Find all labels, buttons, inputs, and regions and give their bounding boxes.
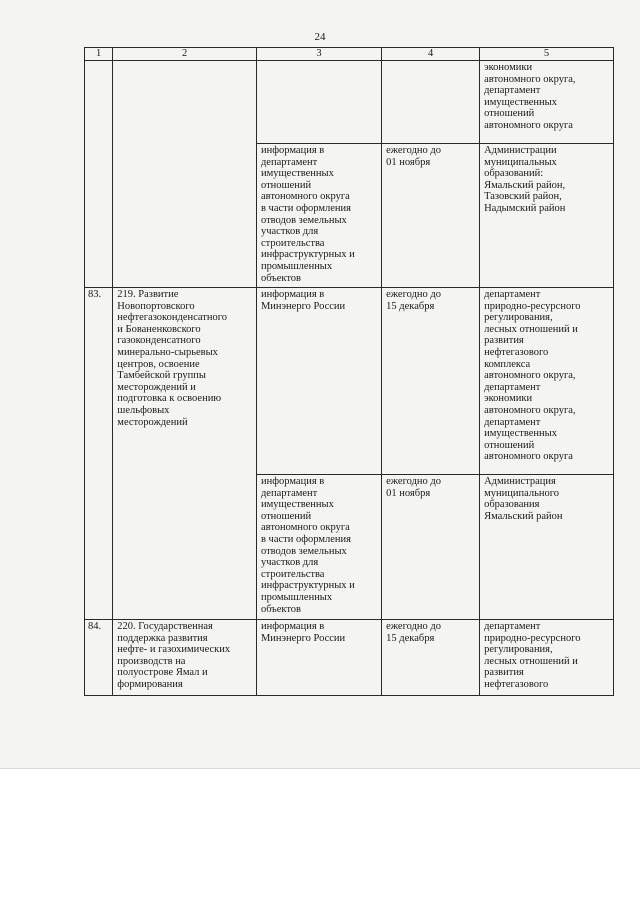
executor-cell: экономики автономного округа, департамент имущественных отношений автономного округа [480, 61, 614, 144]
row-number [85, 61, 113, 288]
deadline-cell: ежегодно до 15 декабря [382, 620, 480, 696]
executor-cell: Администрации муниципальных образований: Ямальский район, Тазовский район, Надымский район [480, 144, 614, 288]
table-row [85, 620, 614, 696]
executor-cell: Администрация муниципального образования Ямальский район [480, 475, 614, 620]
table-header-row [85, 48, 614, 61]
column-header-2: 2 [113, 48, 257, 61]
deadline-cell [382, 61, 480, 144]
deadline-cell: ежегодно до 15 декабря [382, 288, 480, 475]
row-number: 84. [85, 620, 113, 696]
report-cell: информация в Минэнерго России [256, 288, 381, 475]
project-cell [113, 61, 257, 288]
report-cell [256, 61, 381, 144]
column-header-5: 5 [480, 48, 614, 61]
report-cell: информация в департамент имущественных отношений автономного округа в части оформления отводов земельных участков для строительства инфраструктурных и промышленных объектов [256, 144, 381, 288]
executor-cell: департамент природно-ресурсного регулирования, лесных отношений и развития нефтегазового комплекса автономного округа, департамент экономики автономного округа, департамент имущественных отношений автономного округа [480, 288, 614, 475]
plan-table [84, 47, 614, 696]
report-cell: информация в Минэнерго России [256, 620, 381, 696]
column-header-4: 4 [382, 48, 480, 61]
project-cell: 220. Государственная поддержка развития нефте- и газохимических производств на полуострове Ямал и формирования [113, 620, 257, 696]
column-header-3: 3 [256, 48, 381, 61]
executor-cell: департамент природно-ресурсного регулирования, лесных отношений и развития нефтегазового [480, 620, 614, 696]
row-number: 83. [85, 288, 113, 620]
deadline-cell: ежегодно до 01 ноября [382, 144, 480, 288]
table-row [85, 61, 614, 144]
project-cell: 219. Развитие Новопортовского нефтегазоконденсатного и Бованенковского газоконденсатного минерально-сырьевых центров, освоение Тамбейской группы месторождений и подготовка к освоению шельфовых месторождений [113, 288, 257, 620]
column-header-1: 1 [85, 48, 113, 61]
page-number: 24 [314, 31, 326, 43]
deadline-cell: ежегодно до 01 ноября [382, 475, 480, 620]
report-cell: информация в департамент имущественных отношений автономного округа в части оформления отводов земельных участков для строительства инфраструктурных и промышленных объектов [256, 475, 381, 620]
table-row [85, 288, 614, 475]
